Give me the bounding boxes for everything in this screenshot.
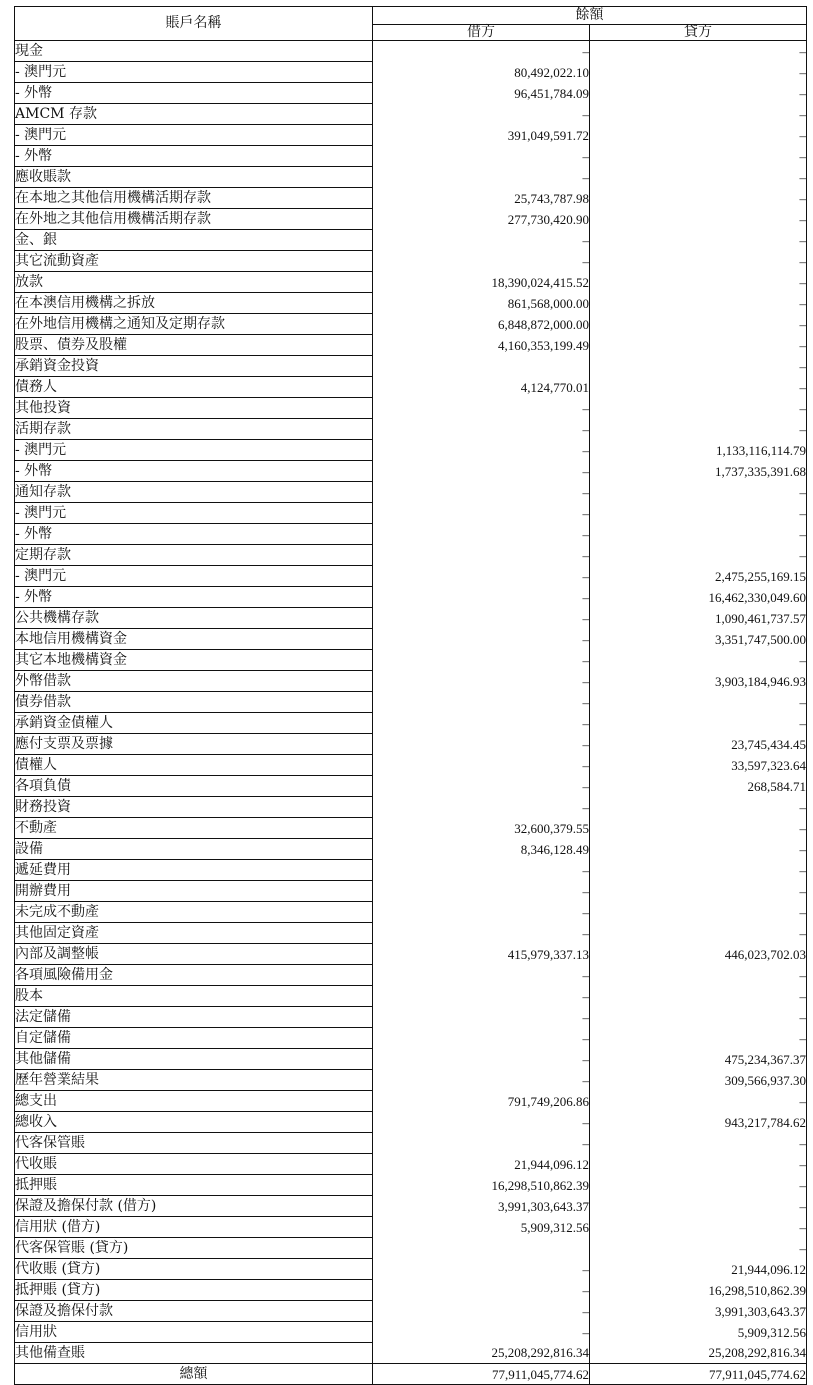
credit-cell: – bbox=[590, 860, 807, 881]
table-row bbox=[15, 839, 807, 860]
table-row bbox=[15, 545, 807, 566]
credit-cell: 3,991,303,643.37 bbox=[590, 1301, 807, 1322]
table-body bbox=[15, 41, 807, 1364]
table-row bbox=[15, 1301, 807, 1322]
debit-cell: 4,124,770.01 bbox=[373, 377, 590, 398]
debit-cell: – bbox=[373, 41, 590, 62]
credit-cell: – bbox=[590, 356, 807, 377]
credit-cell: – bbox=[590, 188, 807, 209]
table-row bbox=[15, 608, 807, 629]
debit-cell: – bbox=[373, 251, 590, 272]
credit-cell: – bbox=[590, 923, 807, 944]
credit-cell: 33,597,323.64 bbox=[590, 755, 807, 776]
credit-cell: 21,944,096.12 bbox=[590, 1259, 807, 1280]
account-name-cell: 股票、債券及股權 bbox=[15, 335, 373, 356]
debit-cell: – bbox=[373, 1301, 590, 1322]
debit-cell: 25,743,787.98 bbox=[373, 188, 590, 209]
account-name-cell: 代收賬 (貸方) bbox=[15, 1259, 373, 1280]
account-name-cell: 活期存款 bbox=[15, 419, 373, 440]
debit-cell: – bbox=[373, 650, 590, 671]
table-row bbox=[15, 1112, 807, 1133]
debit-cell: 277,730,420.90 bbox=[373, 209, 590, 230]
credit-cell: – bbox=[590, 104, 807, 125]
table-row bbox=[15, 209, 807, 230]
credit-cell: – bbox=[590, 209, 807, 230]
credit-cell: – bbox=[590, 1175, 807, 1196]
credit-cell: – bbox=[590, 377, 807, 398]
account-name-cell: 應付支票及票據 bbox=[15, 734, 373, 755]
credit-cell: – bbox=[590, 881, 807, 902]
table-row bbox=[15, 965, 807, 986]
account-name-cell: - 外幣 bbox=[15, 83, 373, 104]
account-name-cell: 定期存款 bbox=[15, 545, 373, 566]
credit-cell: – bbox=[590, 314, 807, 335]
account-name-cell: 其他備查賬 bbox=[15, 1343, 373, 1364]
debit-cell: 8,346,128.49 bbox=[373, 839, 590, 860]
debit-cell: 32,600,379.55 bbox=[373, 818, 590, 839]
debit-cell: 791,749,206.86 bbox=[373, 1091, 590, 1112]
debit-cell: – bbox=[373, 230, 590, 251]
table-row bbox=[15, 671, 807, 692]
account-name-cell: 各項負債 bbox=[15, 776, 373, 797]
table-row bbox=[15, 398, 807, 419]
table-row bbox=[15, 629, 807, 650]
debit-cell: – bbox=[373, 986, 590, 1007]
debit-cell: – bbox=[373, 503, 590, 524]
credit-cell: – bbox=[590, 125, 807, 146]
table-row bbox=[15, 62, 807, 83]
credit-cell: – bbox=[590, 167, 807, 188]
credit-cell: – bbox=[590, 524, 807, 545]
debit-cell: 21,944,096.12 bbox=[373, 1154, 590, 1175]
debit-cell bbox=[373, 1238, 590, 1259]
table-row bbox=[15, 1343, 807, 1364]
account-name-cell: 不動產 bbox=[15, 818, 373, 839]
table-row bbox=[15, 146, 807, 167]
debit-cell: – bbox=[373, 776, 590, 797]
account-name-cell: 抵押賬 (貸方) bbox=[15, 1280, 373, 1301]
credit-cell: – bbox=[590, 251, 807, 272]
account-name-cell: 金、銀 bbox=[15, 230, 373, 251]
table-row bbox=[15, 566, 807, 587]
credit-cell: – bbox=[590, 839, 807, 860]
table-row bbox=[15, 1070, 807, 1091]
credit-cell: – bbox=[590, 272, 807, 293]
account-name-cell: 其他投資 bbox=[15, 398, 373, 419]
credit-cell: 16,462,330,049.60 bbox=[590, 587, 807, 608]
credit-cell: – bbox=[590, 1091, 807, 1112]
debit-cell: – bbox=[373, 734, 590, 755]
account-name-cell: AMCM 存款 bbox=[15, 104, 373, 125]
credit-cell: 1,737,335,391.68 bbox=[590, 461, 807, 482]
debit-cell: 96,451,784.09 bbox=[373, 83, 590, 104]
debit-cell: – bbox=[373, 461, 590, 482]
account-name-cell: - 澳門元 bbox=[15, 566, 373, 587]
debit-cell: – bbox=[373, 1322, 590, 1343]
debit-cell: – bbox=[373, 881, 590, 902]
account-name-cell: 法定儲備 bbox=[15, 1007, 373, 1028]
table-row bbox=[15, 1217, 807, 1238]
debit-cell: – bbox=[373, 167, 590, 188]
credit-cell: – bbox=[590, 1217, 807, 1238]
credit-cell: – bbox=[590, 83, 807, 104]
credit-cell: – bbox=[590, 650, 807, 671]
account-name-cell: 保證及擔保付款 (借方) bbox=[15, 1196, 373, 1217]
credit-cell: – bbox=[590, 965, 807, 986]
debit-cell: 391,049,591.72 bbox=[373, 125, 590, 146]
debit-cell: – bbox=[373, 797, 590, 818]
table-row bbox=[15, 83, 807, 104]
account-name-cell: 財務投資 bbox=[15, 797, 373, 818]
credit-cell: – bbox=[590, 1196, 807, 1217]
debit-cell: – bbox=[373, 524, 590, 545]
account-name-cell: 現金 bbox=[15, 41, 373, 62]
table-row bbox=[15, 923, 807, 944]
account-name-cell: 代客保管賬 bbox=[15, 1133, 373, 1154]
credit-cell: – bbox=[590, 1154, 807, 1175]
total-credit: 77,911,045,774.62 bbox=[590, 1364, 807, 1385]
table-row bbox=[15, 1049, 807, 1070]
credit-cell: – bbox=[590, 398, 807, 419]
debit-cell: 5,909,312.56 bbox=[373, 1217, 590, 1238]
header-account-name: 賬戶名稱 bbox=[15, 7, 373, 41]
account-name-cell: 其它本地機構資金 bbox=[15, 650, 373, 671]
table-row bbox=[15, 419, 807, 440]
debit-cell: 415,979,337.13 bbox=[373, 944, 590, 965]
account-name-cell: 抵押賬 bbox=[15, 1175, 373, 1196]
account-name-cell: 開辦費用 bbox=[15, 881, 373, 902]
credit-cell: 2,475,255,169.15 bbox=[590, 566, 807, 587]
table-row bbox=[15, 734, 807, 755]
account-name-cell: 代客保管賬 (貸方) bbox=[15, 1238, 373, 1259]
account-name-cell: 歷年營業結果 bbox=[15, 1070, 373, 1091]
debit-cell: – bbox=[373, 713, 590, 734]
account-name-cell: 股本 bbox=[15, 986, 373, 1007]
table-row bbox=[15, 524, 807, 545]
total-label: 總額 bbox=[15, 1364, 373, 1385]
account-name-cell: 其它流動資產 bbox=[15, 251, 373, 272]
debit-cell bbox=[373, 356, 590, 377]
debit-cell: – bbox=[373, 398, 590, 419]
account-name-cell: 各項風險備用金 bbox=[15, 965, 373, 986]
credit-cell: – bbox=[590, 230, 807, 251]
debit-cell: – bbox=[373, 419, 590, 440]
table-header bbox=[15, 7, 807, 41]
credit-cell: 23,745,434.45 bbox=[590, 734, 807, 755]
header-credit: 貸方 bbox=[590, 25, 807, 41]
debit-cell: – bbox=[373, 1280, 590, 1301]
table-row bbox=[15, 167, 807, 188]
debit-cell: – bbox=[373, 1112, 590, 1133]
debit-cell: 861,568,000.00 bbox=[373, 293, 590, 314]
credit-cell: – bbox=[590, 1238, 807, 1259]
debit-cell: – bbox=[373, 104, 590, 125]
table-row bbox=[15, 377, 807, 398]
table-row bbox=[15, 1154, 807, 1175]
account-name-cell: - 外幣 bbox=[15, 587, 373, 608]
credit-cell: – bbox=[590, 293, 807, 314]
table-row bbox=[15, 125, 807, 146]
table-row bbox=[15, 902, 807, 923]
table-row bbox=[15, 293, 807, 314]
table-row bbox=[15, 1007, 807, 1028]
credit-cell: – bbox=[590, 503, 807, 524]
table-row bbox=[15, 818, 807, 839]
debit-cell: – bbox=[373, 545, 590, 566]
credit-cell: – bbox=[590, 902, 807, 923]
credit-cell: – bbox=[590, 1028, 807, 1049]
debit-cell: – bbox=[373, 1133, 590, 1154]
table-row bbox=[15, 251, 807, 272]
table-row bbox=[15, 755, 807, 776]
account-name-cell: 信用狀 (借方) bbox=[15, 1217, 373, 1238]
debit-cell: – bbox=[373, 860, 590, 881]
account-name-cell: 債務人 bbox=[15, 377, 373, 398]
debit-cell: – bbox=[373, 902, 590, 923]
table-row bbox=[15, 1238, 807, 1259]
table-row bbox=[15, 104, 807, 125]
account-name-cell: 在外地信用機構之通知及定期存款 bbox=[15, 314, 373, 335]
table-row bbox=[15, 335, 807, 356]
table-row bbox=[15, 461, 807, 482]
account-name-cell: 債券借款 bbox=[15, 692, 373, 713]
account-name-cell: 本地信用機構資金 bbox=[15, 629, 373, 650]
table-row bbox=[15, 503, 807, 524]
credit-cell: – bbox=[590, 797, 807, 818]
header-balance: 餘額 bbox=[373, 7, 807, 25]
credit-cell: – bbox=[590, 482, 807, 503]
table-row bbox=[15, 440, 807, 461]
debit-cell: – bbox=[373, 1049, 590, 1070]
account-name-cell: 債權人 bbox=[15, 755, 373, 776]
debit-cell: – bbox=[373, 1007, 590, 1028]
total-debit: 77,911,045,774.62 bbox=[373, 1364, 590, 1385]
account-name-cell: 總支出 bbox=[15, 1091, 373, 1112]
account-name-cell: 內部及調整帳 bbox=[15, 944, 373, 965]
table-row bbox=[15, 881, 807, 902]
account-name-cell: 公共機構存款 bbox=[15, 608, 373, 629]
table-row bbox=[15, 650, 807, 671]
debit-cell: – bbox=[373, 608, 590, 629]
debit-cell: – bbox=[373, 440, 590, 461]
debit-cell: – bbox=[373, 1070, 590, 1091]
debit-cell: 16,298,510,862.39 bbox=[373, 1175, 590, 1196]
account-name-cell: - 澳門元 bbox=[15, 440, 373, 461]
account-name-cell: 在外地之其他信用機構活期存款 bbox=[15, 209, 373, 230]
credit-cell: – bbox=[590, 818, 807, 839]
debit-cell: 80,492,022.10 bbox=[373, 62, 590, 83]
credit-cell: – bbox=[590, 335, 807, 356]
account-name-cell: 保證及擔保付款 bbox=[15, 1301, 373, 1322]
table-row bbox=[15, 1322, 807, 1343]
account-name-cell: 總收入 bbox=[15, 1112, 373, 1133]
table-row bbox=[15, 797, 807, 818]
debit-cell: – bbox=[373, 587, 590, 608]
account-name-cell: 外幣借款 bbox=[15, 671, 373, 692]
account-name-cell: 設備 bbox=[15, 839, 373, 860]
debit-cell: 18,390,024,415.52 bbox=[373, 272, 590, 293]
account-name-cell: 承銷資金投資 bbox=[15, 356, 373, 377]
account-name-cell: 在本澳信用機構之拆放 bbox=[15, 293, 373, 314]
table-row bbox=[15, 692, 807, 713]
debit-cell: – bbox=[373, 1259, 590, 1280]
debit-cell: – bbox=[373, 671, 590, 692]
credit-cell: – bbox=[590, 1007, 807, 1028]
table-row bbox=[15, 713, 807, 734]
credit-cell: 16,298,510,862.39 bbox=[590, 1280, 807, 1301]
account-name-cell: 遞延費用 bbox=[15, 860, 373, 881]
account-name-cell: 未完成不動產 bbox=[15, 902, 373, 923]
table-row bbox=[15, 188, 807, 209]
credit-cell: – bbox=[590, 692, 807, 713]
debit-cell: – bbox=[373, 629, 590, 650]
credit-cell: 3,351,747,500.00 bbox=[590, 629, 807, 650]
table-row bbox=[15, 1091, 807, 1112]
account-name-cell: 代收賬 bbox=[15, 1154, 373, 1175]
table-row bbox=[15, 314, 807, 335]
account-name-cell: 其他固定資產 bbox=[15, 923, 373, 944]
credit-cell: – bbox=[590, 1133, 807, 1154]
account-name-cell: - 外幣 bbox=[15, 146, 373, 167]
debit-cell: – bbox=[373, 1028, 590, 1049]
credit-cell: 3,903,184,946.93 bbox=[590, 671, 807, 692]
account-name-cell: - 澳門元 bbox=[15, 125, 373, 146]
credit-cell: – bbox=[590, 62, 807, 83]
credit-cell: 25,208,292,816.34 bbox=[590, 1343, 807, 1364]
debit-cell: – bbox=[373, 566, 590, 587]
debit-cell: 25,208,292,816.34 bbox=[373, 1343, 590, 1364]
debit-cell: – bbox=[373, 146, 590, 167]
debit-cell: – bbox=[373, 692, 590, 713]
account-name-cell: - 澳門元 bbox=[15, 62, 373, 83]
table-row bbox=[15, 1175, 807, 1196]
header-debit: 借方 bbox=[373, 25, 590, 41]
account-name-cell: 通知存款 bbox=[15, 482, 373, 503]
debit-cell: 6,848,872,000.00 bbox=[373, 314, 590, 335]
debit-cell: 4,160,353,199.49 bbox=[373, 335, 590, 356]
table-row bbox=[15, 272, 807, 293]
account-name-cell: - 外幣 bbox=[15, 461, 373, 482]
ledger-table bbox=[14, 6, 807, 1385]
account-name-cell: 承銷資金債權人 bbox=[15, 713, 373, 734]
credit-cell: 1,090,461,737.57 bbox=[590, 608, 807, 629]
account-name-cell: 應收賬款 bbox=[15, 167, 373, 188]
total-row bbox=[15, 1364, 807, 1385]
debit-cell: 3,991,303,643.37 bbox=[373, 1196, 590, 1217]
credit-cell: 309,566,937.30 bbox=[590, 1070, 807, 1091]
account-name-cell: 在本地之其他信用機構活期存款 bbox=[15, 188, 373, 209]
table-row bbox=[15, 1196, 807, 1217]
table-row bbox=[15, 482, 807, 503]
credit-cell: – bbox=[590, 986, 807, 1007]
debit-cell: – bbox=[373, 965, 590, 986]
credit-cell: 268,584.71 bbox=[590, 776, 807, 797]
table-row bbox=[15, 1028, 807, 1049]
credit-cell: 5,909,312.56 bbox=[590, 1322, 807, 1343]
credit-cell: 475,234,367.37 bbox=[590, 1049, 807, 1070]
credit-cell: 446,023,702.03 bbox=[590, 944, 807, 965]
credit-cell: 1,133,116,114.79 bbox=[590, 440, 807, 461]
table-row bbox=[15, 1133, 807, 1154]
account-name-cell: 自定儲備 bbox=[15, 1028, 373, 1049]
table-row bbox=[15, 1280, 807, 1301]
account-name-cell: - 澳門元 bbox=[15, 503, 373, 524]
account-name-cell: 信用狀 bbox=[15, 1322, 373, 1343]
table-row bbox=[15, 356, 807, 377]
credit-cell: – bbox=[590, 713, 807, 734]
credit-cell: – bbox=[590, 41, 807, 62]
account-name-cell: 其他儲備 bbox=[15, 1049, 373, 1070]
account-name-cell: - 外幣 bbox=[15, 524, 373, 545]
credit-cell: – bbox=[590, 419, 807, 440]
debit-cell: – bbox=[373, 482, 590, 503]
table-row bbox=[15, 41, 807, 62]
credit-cell: – bbox=[590, 146, 807, 167]
table-row bbox=[15, 986, 807, 1007]
table-row bbox=[15, 1259, 807, 1280]
table-row bbox=[15, 230, 807, 251]
table-row bbox=[15, 860, 807, 881]
credit-cell: – bbox=[590, 545, 807, 566]
table-row bbox=[15, 944, 807, 965]
table-row bbox=[15, 776, 807, 797]
debit-cell: – bbox=[373, 755, 590, 776]
account-name-cell: 放款 bbox=[15, 272, 373, 293]
debit-cell: – bbox=[373, 923, 590, 944]
credit-cell: 943,217,784.62 bbox=[590, 1112, 807, 1133]
table-row bbox=[15, 587, 807, 608]
